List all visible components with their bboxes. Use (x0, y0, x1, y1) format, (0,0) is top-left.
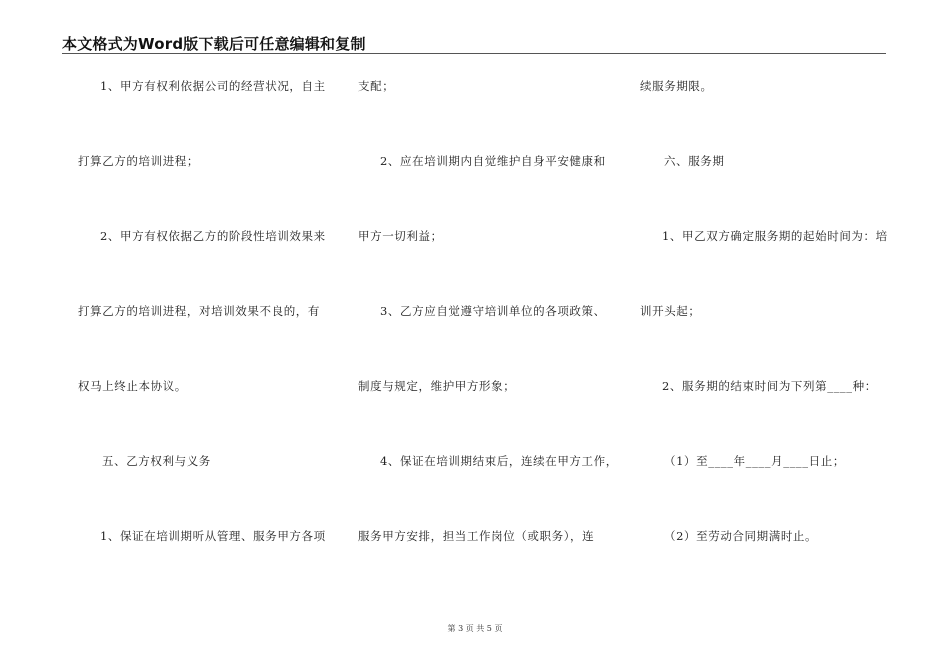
col1-line-1: 1、甲方有权利依据公司的经营状况，自主 (100, 79, 326, 93)
col1-line-3: 2、甲方有权依据乙方的阶段性培训效果来 (100, 229, 326, 243)
col3-line-3: 1、甲乙双方确定服务期的起始时间为：培 (662, 229, 888, 243)
col1-heading-rights: 五、乙方权利与义务 (102, 454, 211, 468)
col2-line-1: 支配； (358, 79, 395, 93)
col1-line-2: 打算乙方的培训进程； (78, 154, 199, 168)
col1-line-4: 打算乙方的培训进程，对培训效果不良的，有 (78, 304, 320, 318)
col2-line-7: 服务甲方安排，担当工作岗位（或职务），连 (358, 529, 595, 543)
page-header-title: 本文格式为Word版下载后可任意编辑和复制 (62, 35, 366, 53)
col3-heading-service-period: 六、服务期 (664, 154, 725, 168)
col2-line-4: 3、乙方应自觉遵守培训单位的各项政策、 (380, 304, 606, 318)
col3-line-4: 训开头起； (640, 304, 701, 318)
header-divider (62, 53, 886, 54)
col3-line-7: （2）至劳动合同期满时止。 (664, 529, 818, 543)
col2-line-3: 甲方一切利益； (358, 229, 443, 243)
col3-line-5: 2、服务期的结束时间为下列第____种： (662, 379, 877, 393)
col1-line-5: 权马上终止本协议。 (78, 379, 187, 393)
col3-line-1: 续服务期限。 (640, 79, 713, 93)
col2-line-6: 4、保证在培训期结束后，连续在甲方工作， (380, 454, 618, 468)
page-number-footer: 第 3 页 共 5 页 (447, 624, 503, 633)
col2-line-2: 2、应在培训期内自觉维护自身平安健康和 (380, 154, 606, 168)
col2-line-5: 制度与规定，维护甲方形象； (358, 379, 516, 393)
col3-line-6: （1）至____年____月____日止； (664, 454, 845, 468)
col1-line-7: 1、保证在培训期听从管理、服务甲方各项 (100, 529, 326, 543)
